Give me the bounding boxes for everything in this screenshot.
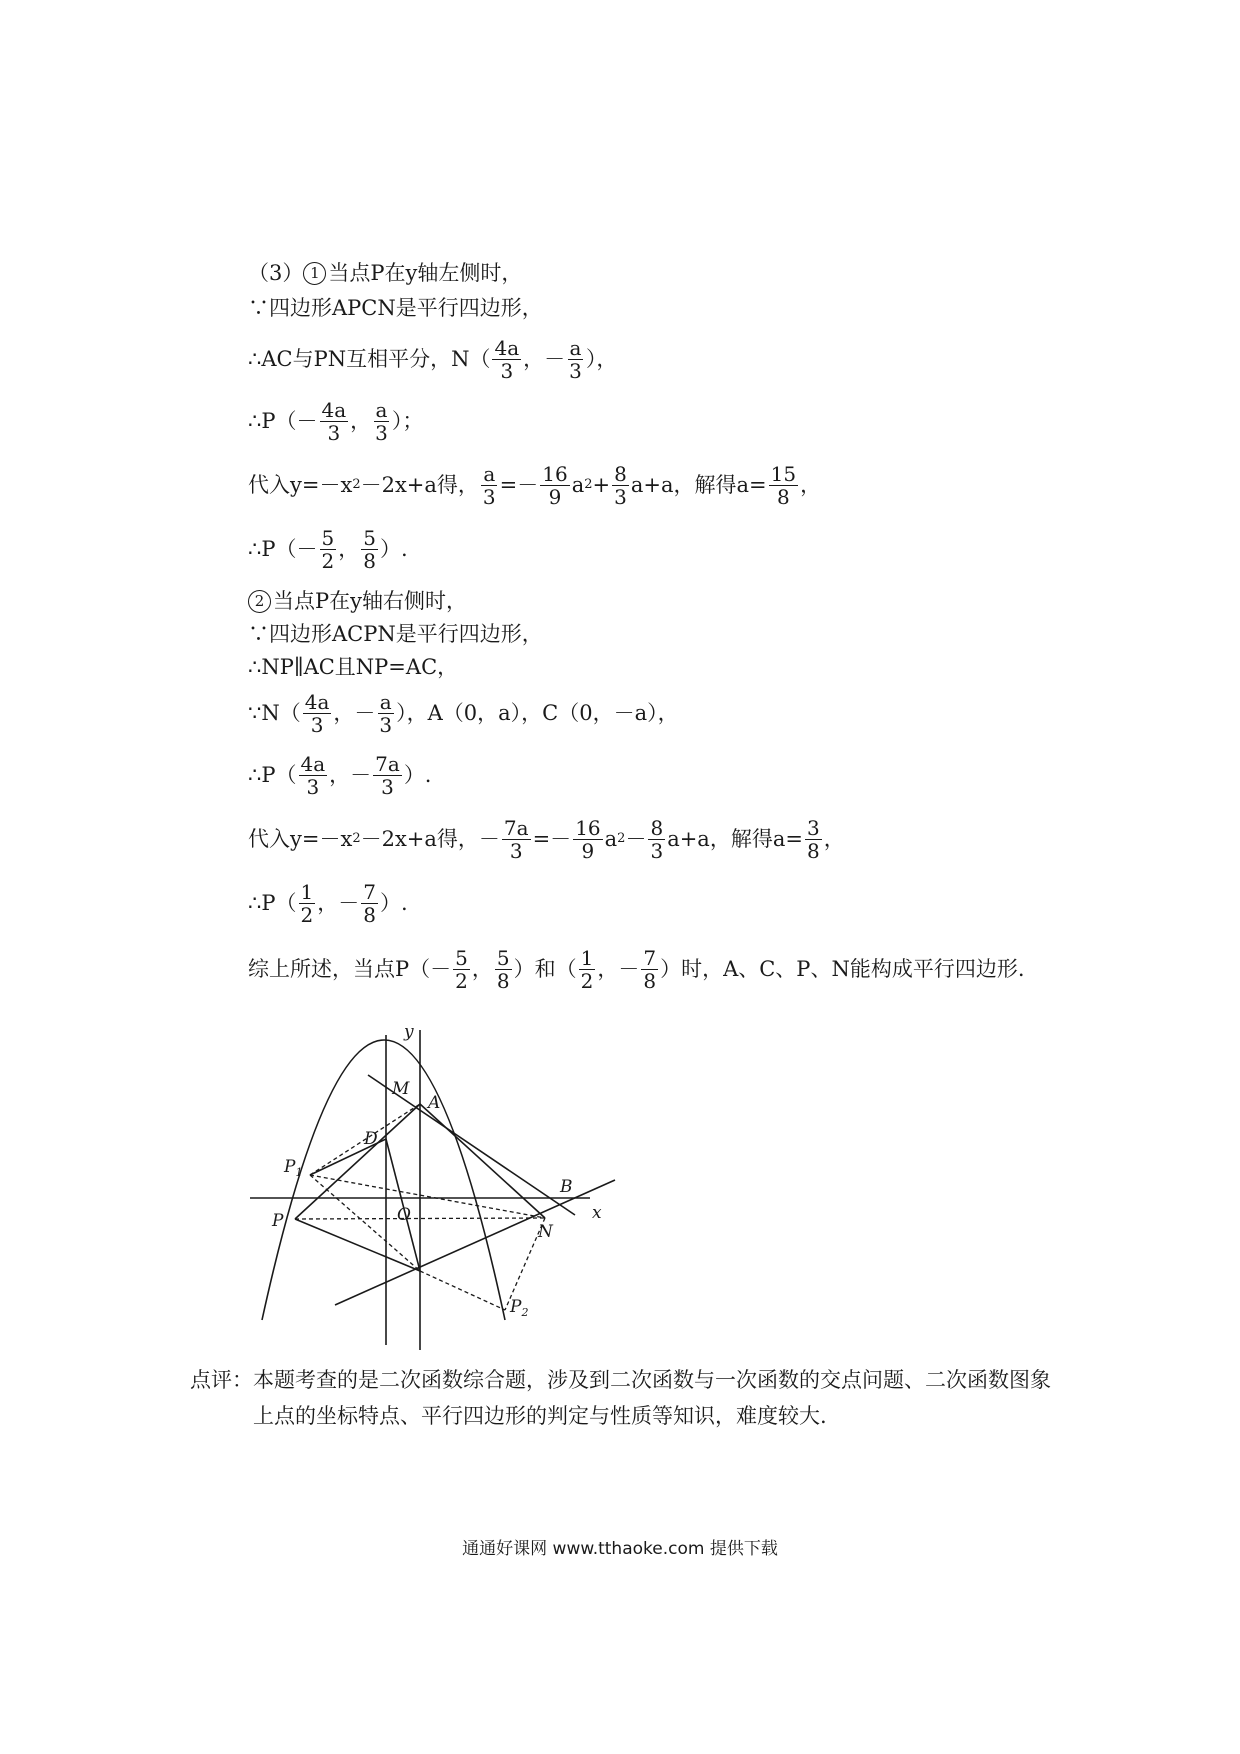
fraction: $\frac{8}{3}$ (650, 815, 664, 863)
footer-watermark: 通通好课网 www.tthaoke.com 提供下载 (462, 1539, 778, 1559)
line-n-coordinates: ∴AC与PN互相平分，N（ $\frac{4a}{3}$ ，－ $\frac{a}{3}$ ）， (248, 335, 618, 383)
label-y: y (404, 1022, 414, 1042)
comment-block (190, 1362, 1070, 1434)
circled-number-1: 1 (303, 262, 326, 285)
line-case1-heading: （3） 1 当点P在y轴左侧时， (248, 261, 523, 285)
label-o: O (397, 1205, 411, 1225)
segment-an (420, 1104, 545, 1218)
line-substitute-2: 代入y=－x 2 －2x+a得，－ $\frac{7a}{3}$ =－ $\frac{16}{9}$ a 2 － $\frac{8}{3}$ a+a，解得a= $\frac{3}{8}$ ， (248, 815, 845, 863)
fraction: $\frac{7}{8}$ (363, 879, 376, 927)
parabola (262, 1040, 505, 1320)
fraction: $\frac{a}{3}$ (482, 461, 496, 509)
fraction: $\frac{a}{3}$ (379, 689, 393, 737)
fraction: $\frac{5}{8}$ (363, 525, 376, 573)
label-p1: $P_1$ (284, 1157, 303, 1179)
fraction: $\frac{16}{9}$ (542, 461, 568, 509)
label-n: N (538, 1222, 553, 1242)
fraction: $\frac{1}{2}$ (580, 945, 594, 993)
fraction: $\frac{5}{2}$ (321, 525, 335, 573)
segment-pa (295, 1104, 420, 1219)
fraction: $\frac{7}{8}$ (643, 945, 657, 993)
fraction: $\frac{a}{3}$ (375, 397, 388, 445)
label-p: P (272, 1211, 284, 1231)
segment-pc (295, 1219, 420, 1271)
parabola-figure (240, 1010, 640, 1360)
fraction: $\frac{8}{3}$ (614, 461, 627, 509)
line-p-coordinates-2: ∴P（ $\frac{4a}{3}$ ，－ $\frac{7a}{3}$ ）. (248, 751, 432, 799)
circled-number-2: 2 (248, 590, 271, 613)
line-p-result-2: ∴P（ $\frac{1}{2}$ ，－ $\frac{7}{8}$ ）. (248, 879, 408, 927)
comment-label: 点评： (190, 1368, 253, 1392)
fraction: $\frac{15}{8}$ (770, 461, 797, 509)
line-substitute-1: 代入y=－x 2 －2x+a得， $\frac{a}{3}$ =－ $\frac{16}{9}$ a 2 + $\frac{8}{3}$ a+a，解得a= $\frac{15}{8}$ ， (248, 461, 822, 509)
line-n-a-c-coordinates: ∵N（ $\frac{4a}{3}$ ，－ $\frac{a}{3}$ ），A（0，a），C（0，－a）， (248, 689, 679, 737)
fraction: $\frac{5}{8}$ (496, 945, 510, 993)
line-p-result-1: ∴P（－ $\frac{5}{2}$ ， $\frac{5}{8}$ ）. (248, 525, 408, 573)
fraction: $\frac{7a}{3}$ (503, 815, 529, 863)
fraction: $\frac{4a}{3}$ (300, 751, 326, 799)
line-parallelogram-acpn: ∵四边形ACPN是平行四边形， (248, 622, 543, 646)
line-np-parallel-ac: ∴NP∥AC且NP=AC， (248, 655, 459, 679)
label-a: A (428, 1093, 441, 1113)
label-b: B (560, 1177, 573, 1197)
label-x: x (592, 1203, 602, 1223)
fraction: $\frac{3}{8}$ (806, 815, 820, 863)
fraction: $\frac{16}{9}$ (575, 815, 601, 863)
fraction: $\frac{4a}{3}$ (321, 397, 347, 445)
fraction: $\frac{4a}{3}$ (304, 689, 330, 737)
fraction: $\frac{7a}{3}$ (375, 751, 400, 799)
line-conclusion: 综上所述，当点P（－ $\frac{5}{2}$ ， $\frac{5}{8}$ ）和（ $\frac{1}{2}$ ，－ $\frac{7}{8}$ ）时，A、C、P、N能构成平行四边形. (248, 945, 1025, 993)
label-p2: $P_2$ (510, 1297, 529, 1319)
line-parallelogram-apcn: ∵四边形APCN是平行四边形， (248, 296, 543, 320)
line-case2-heading: 2 当点P在y轴右侧时， (248, 586, 467, 616)
comment-text: 本题考查的是二次函数综合题，涉及到二次函数与一次函数的交点问题、二次函数图象上点的坐标特点、平行四边形的判定与性质等知识，难度较大. (253, 1368, 1051, 1428)
fraction: $\frac{1}{2}$ (300, 879, 314, 927)
line-p-coordinates-1: ∴P（－ $\frac{4a}{3}$ ， $\frac{a}{3}$ ）； (248, 397, 424, 445)
label-d: D (364, 1129, 378, 1149)
dashed-p1-n (310, 1175, 545, 1218)
fraction: $\frac{4a}{3}$ (494, 335, 520, 383)
dashed-c-p2 (420, 1271, 505, 1310)
label-m: M (392, 1079, 410, 1099)
fraction: $\frac{5}{2}$ (455, 945, 468, 993)
fraction: $\frac{a}{3}$ (569, 335, 582, 383)
